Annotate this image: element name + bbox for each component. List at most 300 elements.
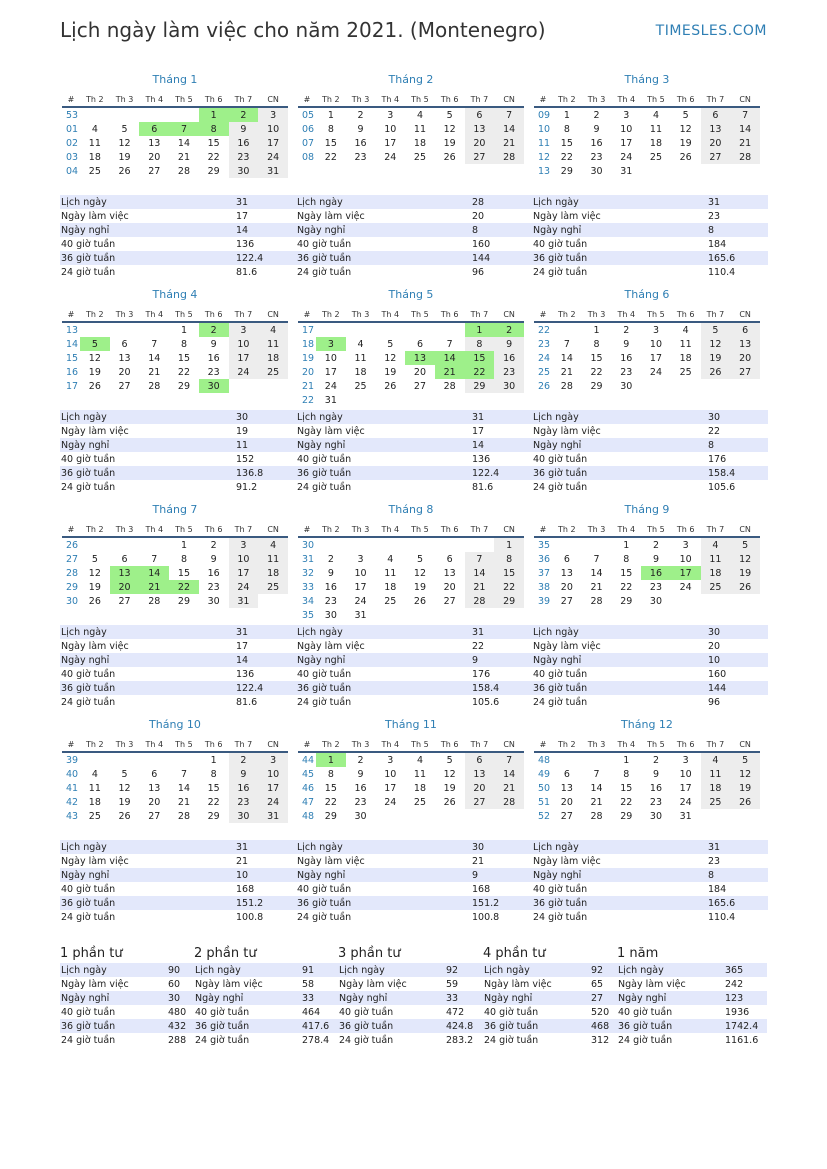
stat-label: 40 giờ tuần bbox=[60, 667, 235, 681]
stat-label: 36 giờ tuần bbox=[338, 1019, 445, 1033]
day-cell: 5 bbox=[416, 553, 423, 565]
weekday-header: Th 3 bbox=[582, 522, 612, 537]
stat-value: 144 bbox=[707, 681, 768, 695]
day-cell: 17 bbox=[649, 352, 662, 364]
day-cell: 15 bbox=[177, 352, 190, 364]
stat-value: 184 bbox=[707, 237, 768, 251]
day-cell: 30 bbox=[494, 379, 524, 393]
weekday-header: Th 6 bbox=[435, 522, 465, 537]
weekday-header: Th 3 bbox=[582, 92, 612, 107]
empty-day-cell bbox=[701, 594, 731, 608]
weekday-header: # bbox=[62, 307, 80, 322]
week-row bbox=[298, 809, 524, 823]
week-number: 17 bbox=[298, 322, 316, 337]
empty-day-cell bbox=[139, 537, 169, 552]
day-cell: 20 bbox=[465, 781, 495, 795]
empty-day-cell bbox=[730, 164, 760, 178]
day-cell: 13 bbox=[405, 351, 435, 365]
day-cell: 28 bbox=[590, 810, 603, 822]
day-cell: 21 bbox=[435, 365, 465, 379]
day-cell: 16 bbox=[620, 352, 633, 364]
week-number: 40 bbox=[62, 767, 80, 781]
empty-day-cell bbox=[229, 379, 259, 393]
weekday-header: Th 5 bbox=[169, 92, 199, 107]
day-cell: 28 bbox=[177, 165, 190, 177]
day-cell: 15 bbox=[207, 137, 220, 149]
day-cell: 12 bbox=[701, 337, 731, 351]
stat-value: 10 bbox=[707, 653, 768, 667]
day-cell: 16 bbox=[649, 782, 662, 794]
day-cell: 8 bbox=[593, 338, 600, 350]
empty-day-cell bbox=[641, 379, 671, 393]
stat-label: 24 giờ tuần bbox=[60, 265, 235, 279]
weekday-header: Th 2 bbox=[552, 92, 582, 107]
weekday-header: Th 3 bbox=[582, 307, 612, 322]
stat-label: Lịch ngày bbox=[60, 410, 235, 424]
day-cell: 10 bbox=[384, 123, 397, 135]
day-cell: 12 bbox=[443, 123, 456, 135]
day-cell: 15 bbox=[620, 782, 633, 794]
week-number: 19 bbox=[298, 351, 316, 365]
week-number: 23 bbox=[534, 337, 552, 351]
stat-label: 24 giờ tuần bbox=[338, 1033, 445, 1047]
day-cell: 13 bbox=[443, 567, 456, 579]
empty-day-cell bbox=[110, 537, 140, 552]
stat-value: 151.2 bbox=[235, 896, 296, 910]
day-cell: 15 bbox=[620, 567, 633, 579]
day-cell: 27 bbox=[465, 150, 495, 164]
month-grid bbox=[298, 92, 524, 164]
month-calendar bbox=[534, 287, 760, 393]
period-summary bbox=[617, 945, 767, 1047]
stat-value: 58 bbox=[301, 977, 344, 991]
week-row bbox=[298, 122, 524, 136]
stat-label: Ngày làm việc bbox=[483, 977, 590, 991]
stat-value: 17 bbox=[471, 424, 532, 438]
week-number: 52 bbox=[534, 809, 552, 823]
day-cell: 6 bbox=[139, 122, 169, 136]
stat-value: 11 bbox=[235, 438, 296, 452]
stat-label: 40 giờ tuần bbox=[194, 1005, 301, 1019]
day-cell: 31 bbox=[354, 609, 367, 621]
stat-label: 40 giờ tuần bbox=[532, 667, 707, 681]
day-cell: 16 bbox=[354, 137, 367, 149]
day-cell: 11 bbox=[354, 352, 367, 364]
empty-day-cell bbox=[258, 379, 288, 393]
empty-day-cell bbox=[346, 393, 376, 407]
stat-value: 432 bbox=[167, 1019, 210, 1033]
month-calendar bbox=[534, 502, 760, 608]
week-row bbox=[534, 136, 760, 150]
week-number: 15 bbox=[62, 351, 80, 365]
weekday-header: Th 7 bbox=[229, 522, 259, 537]
week-row bbox=[298, 365, 524, 379]
day-cell: 29 bbox=[494, 594, 524, 608]
stat-label: 24 giờ tuần bbox=[60, 910, 235, 924]
stat-label: Ngày nghỉ bbox=[296, 868, 471, 882]
week-row bbox=[298, 781, 524, 795]
day-cell: 4 bbox=[416, 754, 423, 766]
day-cell: 15 bbox=[494, 566, 524, 580]
week-row bbox=[62, 566, 288, 580]
week-number: 47 bbox=[298, 795, 316, 809]
day-cell: 20 bbox=[148, 796, 161, 808]
day-cell: 27 bbox=[148, 165, 161, 177]
stat-label: Ngày nghỉ bbox=[296, 438, 471, 452]
day-cell: 24 bbox=[620, 151, 633, 163]
stat-label: Lịch ngày bbox=[296, 840, 471, 854]
month-calendar bbox=[534, 72, 760, 178]
weekday-header: CN bbox=[258, 737, 288, 752]
day-cell: 5 bbox=[91, 553, 98, 565]
day-cell: 17 bbox=[384, 782, 397, 794]
week-row bbox=[534, 566, 760, 580]
stat-label: 36 giờ tuần bbox=[617, 1019, 724, 1033]
empty-day-cell bbox=[80, 537, 110, 552]
day-cell: 11 bbox=[649, 123, 662, 135]
weekday-header: Th 5 bbox=[405, 307, 435, 322]
week-row bbox=[534, 322, 760, 337]
weekday-header: Th 6 bbox=[199, 522, 229, 537]
stat-label: 40 giờ tuần bbox=[532, 237, 707, 251]
day-cell: 16 bbox=[590, 137, 603, 149]
day-cell: 27 bbox=[465, 795, 495, 809]
stat-value: 158.4 bbox=[707, 466, 768, 480]
empty-day-cell bbox=[375, 322, 405, 337]
week-row bbox=[62, 164, 288, 178]
weekday-header: Th 6 bbox=[435, 92, 465, 107]
week-row bbox=[534, 781, 760, 795]
day-cell: 27 bbox=[701, 150, 731, 164]
day-cell: 9 bbox=[357, 123, 364, 135]
stat-value: 91 bbox=[301, 963, 344, 977]
week-row bbox=[62, 781, 288, 795]
month-calendar bbox=[62, 502, 288, 608]
week-number: 34 bbox=[298, 594, 316, 608]
day-cell: 11 bbox=[701, 767, 731, 781]
stat-label: Ngày làm việc bbox=[194, 977, 301, 991]
week-row bbox=[534, 379, 760, 393]
weekday-header: Th 6 bbox=[435, 307, 465, 322]
period-summary bbox=[194, 945, 344, 1047]
day-cell: 29 bbox=[207, 810, 220, 822]
stat-value: 30 bbox=[167, 991, 210, 1005]
weekday-header: CN bbox=[730, 92, 760, 107]
day-cell: 23 bbox=[324, 595, 337, 607]
stat-label: Ngày làm việc bbox=[296, 424, 471, 438]
weekday-header: Th 5 bbox=[169, 307, 199, 322]
week-row bbox=[298, 580, 524, 594]
stat-label: 36 giờ tuần bbox=[194, 1019, 301, 1033]
empty-day-cell bbox=[465, 537, 495, 552]
weekday-header: Th 2 bbox=[80, 92, 110, 107]
month-grid bbox=[534, 522, 760, 608]
day-cell: 12 bbox=[118, 782, 131, 794]
weekday-header: Th 2 bbox=[80, 307, 110, 322]
day-cell: 21 bbox=[177, 151, 190, 163]
stat-label: 24 giờ tuần bbox=[532, 910, 707, 924]
week-number: 33 bbox=[298, 580, 316, 594]
day-cell: 20 bbox=[148, 151, 161, 163]
weekday-header: # bbox=[534, 307, 552, 322]
weekday-header: # bbox=[534, 522, 552, 537]
week-row bbox=[62, 351, 288, 365]
stat-value: 31 bbox=[235, 625, 296, 639]
day-cell: 25 bbox=[88, 165, 101, 177]
day-cell: 11 bbox=[258, 552, 288, 566]
weekday-header: Th 5 bbox=[405, 522, 435, 537]
day-cell: 15 bbox=[465, 351, 495, 365]
stat-label: Lịch ngày bbox=[296, 195, 471, 209]
weekday-header: CN bbox=[494, 737, 524, 752]
week-row bbox=[62, 537, 288, 552]
week-row bbox=[534, 122, 760, 136]
period-stats bbox=[60, 963, 210, 1047]
day-cell: 2 bbox=[229, 752, 259, 767]
month-stats bbox=[296, 625, 532, 709]
empty-day-cell bbox=[346, 537, 376, 552]
day-cell: 1 bbox=[563, 109, 570, 121]
stat-value: 365 bbox=[724, 963, 767, 977]
day-cell: 20 bbox=[118, 366, 131, 378]
stat-value: 468 bbox=[590, 1019, 633, 1033]
day-cell: 3 bbox=[229, 537, 259, 552]
day-cell: 19 bbox=[413, 581, 426, 593]
day-cell: 30 bbox=[199, 379, 229, 393]
day-cell: 3 bbox=[316, 337, 346, 351]
day-cell: 19 bbox=[443, 137, 456, 149]
day-cell: 12 bbox=[384, 352, 397, 364]
week-number: 37 bbox=[534, 566, 552, 580]
day-cell: 8 bbox=[327, 768, 334, 780]
weekday-header: Th 5 bbox=[641, 737, 671, 752]
stat-label: 40 giờ tuần bbox=[296, 667, 471, 681]
week-number: 29 bbox=[62, 580, 80, 594]
stat-value: 91.2 bbox=[235, 480, 296, 494]
day-cell: 18 bbox=[88, 796, 101, 808]
day-cell: 28 bbox=[148, 380, 161, 392]
stat-value: 176 bbox=[471, 667, 532, 681]
day-cell: 2 bbox=[210, 539, 217, 551]
stat-value: 21 bbox=[235, 854, 296, 868]
weekday-header: Th 3 bbox=[110, 737, 140, 752]
day-cell: 23 bbox=[229, 795, 259, 809]
day-cell: 26 bbox=[730, 580, 760, 594]
week-number: 49 bbox=[534, 767, 552, 781]
day-cell: 5 bbox=[730, 752, 760, 767]
stat-value: 9 bbox=[471, 653, 532, 667]
stat-label: Ngày nghỉ bbox=[194, 991, 301, 1005]
stat-value: 59 bbox=[445, 977, 488, 991]
day-cell: 15 bbox=[324, 782, 337, 794]
stat-value: 31 bbox=[235, 195, 296, 209]
day-cell: 30 bbox=[649, 595, 662, 607]
day-cell: 30 bbox=[590, 165, 603, 177]
weekday-header: Th 4 bbox=[375, 737, 405, 752]
day-cell: 29 bbox=[560, 165, 573, 177]
stat-value: 30 bbox=[471, 840, 532, 854]
week-number: 25 bbox=[534, 365, 552, 379]
stat-label: Ngày làm việc bbox=[296, 639, 471, 653]
weekday-header: Th 7 bbox=[229, 737, 259, 752]
stat-label: Ngày nghỉ bbox=[60, 653, 235, 667]
stat-label: 24 giờ tuần bbox=[483, 1033, 590, 1047]
stat-label: Lịch ngày bbox=[296, 410, 471, 424]
stat-label: 40 giờ tuần bbox=[60, 237, 235, 251]
weekday-header: CN bbox=[730, 522, 760, 537]
day-cell: 10 bbox=[679, 768, 692, 780]
stat-value: 110.4 bbox=[707, 910, 768, 924]
day-cell: 9 bbox=[229, 122, 259, 136]
stat-value: 8 bbox=[707, 223, 768, 237]
stat-value: 14 bbox=[235, 653, 296, 667]
week-row bbox=[62, 795, 288, 809]
empty-day-cell bbox=[139, 322, 169, 337]
day-cell: 27 bbox=[118, 380, 131, 392]
week-row bbox=[298, 552, 524, 566]
stat-value: 160 bbox=[707, 667, 768, 681]
week-number: 09 bbox=[534, 107, 552, 122]
weekday-header: Th 2 bbox=[316, 737, 346, 752]
day-cell: 22 bbox=[177, 366, 190, 378]
stat-label: Lịch ngày bbox=[532, 195, 707, 209]
month-stats bbox=[296, 410, 532, 494]
weekday-header: Th 7 bbox=[701, 522, 731, 537]
week-row bbox=[298, 767, 524, 781]
week-number: 22 bbox=[534, 322, 552, 337]
day-cell: 26 bbox=[443, 151, 456, 163]
weekday-header: # bbox=[298, 307, 316, 322]
stat-value: 27 bbox=[590, 991, 633, 1005]
empty-day-cell bbox=[465, 809, 495, 823]
week-row bbox=[62, 580, 288, 594]
empty-day-cell bbox=[375, 809, 405, 823]
day-cell: 13 bbox=[148, 137, 161, 149]
day-cell: 22 bbox=[590, 366, 603, 378]
weekday-header: Th 6 bbox=[199, 737, 229, 752]
day-cell: 14 bbox=[177, 782, 190, 794]
empty-day-cell bbox=[139, 107, 169, 122]
day-cell: 30 bbox=[207, 595, 220, 607]
stat-label: Lịch ngày bbox=[532, 410, 707, 424]
day-cell: 18 bbox=[701, 781, 731, 795]
period-title: 1 năm bbox=[617, 946, 659, 961]
week-row bbox=[298, 566, 524, 580]
stat-value: 144 bbox=[471, 251, 532, 265]
stat-label: Ngày làm việc bbox=[532, 639, 707, 653]
week-row bbox=[534, 752, 760, 767]
stat-value: 30 bbox=[235, 410, 296, 424]
day-cell: 28 bbox=[177, 810, 190, 822]
day-cell: 17 bbox=[324, 366, 337, 378]
day-cell: 5 bbox=[80, 337, 110, 351]
week-number: 27 bbox=[62, 552, 80, 566]
week-row bbox=[298, 795, 524, 809]
day-cell: 3 bbox=[682, 539, 689, 551]
site-link[interactable]: TIMESLES.COM bbox=[655, 23, 767, 39]
month-grid bbox=[62, 522, 288, 608]
day-cell: 20 bbox=[465, 136, 495, 150]
day-cell: 9 bbox=[229, 767, 259, 781]
day-cell: 12 bbox=[730, 767, 760, 781]
week-row bbox=[534, 809, 760, 823]
weekday-header: Th 4 bbox=[611, 737, 641, 752]
weekday-header: Th 2 bbox=[316, 522, 346, 537]
empty-day-cell bbox=[80, 752, 110, 767]
week-number: 31 bbox=[298, 552, 316, 566]
day-cell: 21 bbox=[177, 796, 190, 808]
day-cell: 16 bbox=[494, 351, 524, 365]
day-cell: 29 bbox=[177, 595, 190, 607]
day-cell: 12 bbox=[118, 137, 131, 149]
day-cell: 19 bbox=[679, 137, 692, 149]
day-cell: 27 bbox=[148, 810, 161, 822]
day-cell: 24 bbox=[229, 365, 259, 379]
day-cell: 26 bbox=[88, 595, 101, 607]
stat-value: 1742.4 bbox=[724, 1019, 767, 1033]
month-calendar bbox=[534, 717, 760, 823]
week-number: 17 bbox=[62, 379, 80, 393]
week-number: 14 bbox=[62, 337, 80, 351]
day-cell: 10 bbox=[258, 767, 288, 781]
stat-label: Ngày làm việc bbox=[60, 209, 235, 223]
day-cell: 30 bbox=[229, 164, 259, 178]
empty-day-cell bbox=[80, 107, 110, 122]
stat-label: Ngày làm việc bbox=[60, 424, 235, 438]
day-cell: 4 bbox=[91, 768, 98, 780]
week-number: 10 bbox=[534, 122, 552, 136]
day-cell: 5 bbox=[446, 754, 453, 766]
day-cell: 5 bbox=[387, 338, 394, 350]
stat-value: 9 bbox=[471, 868, 532, 882]
stat-value: 1161.6 bbox=[724, 1033, 767, 1047]
month-stats bbox=[60, 840, 296, 924]
day-cell: 7 bbox=[446, 338, 453, 350]
week-row bbox=[62, 767, 288, 781]
day-cell: 23 bbox=[354, 151, 367, 163]
day-cell: 11 bbox=[679, 338, 692, 350]
month-grid bbox=[534, 737, 760, 823]
weekday-header: Th 5 bbox=[641, 307, 671, 322]
stat-value: 28 bbox=[471, 195, 532, 209]
day-cell: 2 bbox=[357, 754, 364, 766]
stat-label: Ngày nghỉ bbox=[483, 991, 590, 1005]
day-cell: 1 bbox=[180, 539, 187, 551]
stat-label: Ngày làm việc bbox=[532, 854, 707, 868]
day-cell: 24 bbox=[649, 366, 662, 378]
weekday-header: CN bbox=[258, 307, 288, 322]
week-number: 43 bbox=[62, 809, 80, 823]
day-cell: 12 bbox=[88, 567, 101, 579]
week-number: 20 bbox=[298, 365, 316, 379]
day-cell: 10 bbox=[384, 768, 397, 780]
month-calendar bbox=[298, 502, 524, 622]
day-cell: 29 bbox=[590, 380, 603, 392]
day-cell: 2 bbox=[623, 324, 630, 336]
empty-day-cell bbox=[316, 537, 346, 552]
stat-value: 136.8 bbox=[235, 466, 296, 480]
day-cell: 1 bbox=[623, 754, 630, 766]
day-cell: 13 bbox=[560, 567, 573, 579]
day-cell: 16 bbox=[229, 136, 259, 150]
day-cell: 9 bbox=[623, 338, 630, 350]
stat-value: 92 bbox=[445, 963, 488, 977]
day-cell: 30 bbox=[229, 809, 259, 823]
week-number: 12 bbox=[534, 150, 552, 164]
stat-label: 36 giờ tuần bbox=[296, 681, 471, 695]
stat-label: Ngày làm việc bbox=[60, 977, 167, 991]
stat-value: 122.4 bbox=[471, 466, 532, 480]
